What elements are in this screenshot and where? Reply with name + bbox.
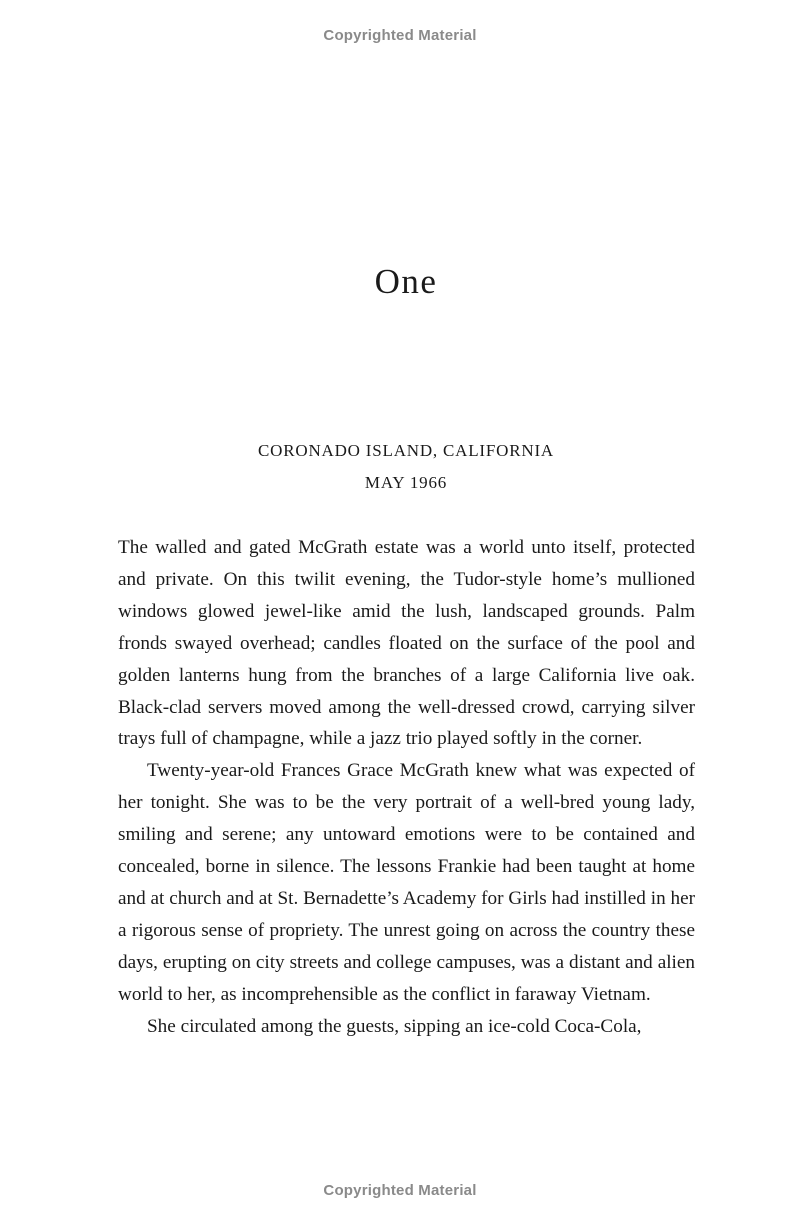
chapter-title: One [374, 262, 438, 301]
chapter-location: CORONADO ISLAND, CALIFORNIA [258, 441, 554, 460]
watermark-top: Copyrighted Material [323, 27, 477, 44]
chapter-date: MAY 1966 [364, 473, 448, 492]
paragraph: The walled and gated McGrath estate was a world unto itself, protected and private. On this twilit evening, the Tudor-style home’s mullioned windows glowed jewel-like amid the lush, landscaped grounds. Palm fronds swayed overhead; candles floated on the surface of the pool and golden lanterns hung from the branches of a large California live oak. Black-clad servers moved among the well-dressed crowd, carrying silver trays full of champagne, while a jazz trio played softly in the corner. [118, 537, 695, 750]
paragraph: She circulated among the guests, sipping an ice-cold Coca-Cola, [147, 1015, 642, 1037]
paragraph: Twenty-year-old Frances Grace McGrath knew what was expected of her tonight. She was to be the very portrait of a well-bred young lady, smiling and serene; any untoward emotions were to be contained and concealed, borne in silence. The lessons Frankie had been taught at home and at church and at St. Bernadette’s Academy for Girls had instilled in her a rigorous sense of propriety. The unrest going on across the country these days, erupting on city streets and college campuses, was a distant and alien world to her, as incomprehensible as the conflict in faraway Vietnam. [118, 760, 695, 1005]
body-text [118, 532, 695, 1043]
watermark-bottom: Copyrighted Material [323, 1182, 477, 1199]
